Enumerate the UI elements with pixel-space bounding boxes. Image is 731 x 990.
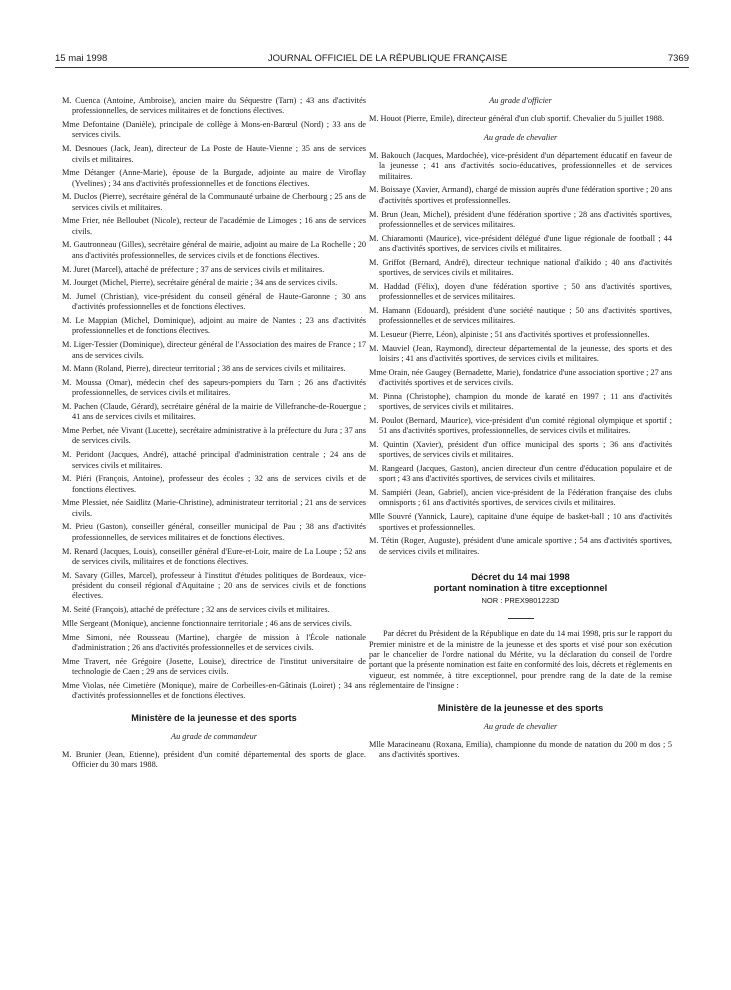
list-item: M. Duclos (Pierre), secrétaire général de la Communauté urbaine de Cherbourg ; 25 ans de services civils et militaires. [62, 192, 366, 212]
list-item: M. Houot (Pierre, Emile), directeur général d'un club sportif. Chevalier du 5 juillet 1988. [369, 114, 665, 124]
list-item: M. Gautronneau (Gilles), secrétaire général de mairie, adjoint au maire de La Rochelle ; 20 ans d'activités professionnelles, de services civils et de fonctions électives. [62, 240, 366, 260]
list-item: M. Mann (Roland, Pierre), directeur territorial ; 38 ans de services civils et militaires. [62, 364, 346, 374]
right-column [369, 96, 672, 764]
list-item: Mme Defontaine (Danièle), principale de collège à Mons-en-Barœul (Nord) ; 33 ans de services civils. [62, 120, 366, 140]
list-item: Mme Détanger (Anne-Marie), épouse de la Burgade, adjointe au maire de Viroflay (Yvelines) ; 34 ans d'activités professionnelles et de fonctions électives. [62, 168, 366, 188]
list-item: M. Renard (Jacques, Louis), conseiller général d'Eure-et-Loir, maire de La Loupe ; 52 ans de services civils, militaires et de fonctions électives. [62, 546, 366, 566]
header-title: JOURNAL OFFICIEL DE LA RÉPUBLIQUE FRANÇAISE [267, 53, 508, 64]
decree-title-line1: Décret du 14 mai 1998 [471, 570, 570, 582]
list-item: M. Prieu (Gaston), conseiller général, conseiller municipal de Pau ; 38 ans d'activités professionnelles, de services militaires et de fonctions électives. [62, 522, 366, 542]
list-item: M. Jumel (Christian), vice-président du conseil général de Haute-Garonne ; 30 ans d'activités professionnelles et de fonctions électives. [62, 292, 366, 312]
list-item: Mlle Sergeant (Monique), ancienne fonctionnaire territoriale ; 46 ans de services civils. [62, 618, 352, 628]
officier-list [369, 114, 672, 124]
list-item: M. Quintin (Xavier), président d'un office municipal des sports ; 36 ans d'activités sportives, de services civils et militaires. [369, 439, 672, 460]
decree-ministry-heading: Ministère de la jeunesse et des sports [437, 703, 604, 714]
list-item: M. Chiaramonti (Maurice), vice-président délégué d'une ligue régionale de football ; 44 ans d'activités sportives, de services civils et militaires. [369, 233, 672, 253]
list-item: M. Brunier (Jean, Etienne), président d'un comité départemental des sports de glace. Officier du 30 mars 1988. [62, 750, 366, 770]
decree-title-line2: portant nomination à titre exceptionnel [433, 581, 608, 593]
list-item: M. Desnoues (Jack, Jean), directeur de La Poste de Haute-Vienne ; 35 ans de services civils et militaires. [62, 144, 366, 164]
left-ministry-heading: Ministère de la jeunesse et des sports [131, 713, 297, 724]
list-item: Mme Orain, née Gaugey (Bernadette, Marie), fondatrice d'une association sportive ; 27 ans d'activités sportives et de services civils. [369, 367, 672, 388]
list-item: M. Pinna (Christophe), champion du monde de karaté en 1997 ; 11 ans d'activités sportives, de services civils et militaires. [369, 391, 672, 412]
list-item: Mme Simoni, née Rousseau (Martine), chargée de mission à l'École nationale d'administration ; 26 ans d'activités professionnelles et de services civils. [62, 632, 366, 652]
decree-entry: Mlle Maracineanu (Roxana, Emilia), championne du monde de natation du 200 m dos ; 5 ans d'activités sportives. [369, 740, 672, 760]
list-item: M. Le Mappian (Michel, Dominique), adjoint au maire de Nantes ; 23 ans d'activités professionnelles et de fonctions électives. [62, 316, 366, 336]
list-item: Mlle Souvré (Yannick, Laure), capitaine d'une équipe de basket-ball ; 10 ans d'activités sportives et professionnelles. [369, 512, 672, 532]
list-item: M. Savary (Gilles, Marcel), professeur à l'institut d'études politiques de Bordeaux, vice-président du conseil régional d'Aquitaine ; 20 ans de services civils et de fonctions électives. [62, 570, 366, 601]
list-item: M. Haddad (Félix), doyen d'une fédération sportive ; 50 ans d'activités sportives, professionnelles et de services militaires. [369, 281, 672, 302]
list-item: M. Hamann (Edouard), président d'une société nautique ; 50 ans d'activités sportives, professionnelles et de services militaires. [369, 305, 672, 326]
left-column [62, 96, 366, 774]
list-item: M. Bakouch (Jacques, Mardochée), vice-président d'un département éducatif en faveur de la jeunesse ; 41 ans d'activités socio-éducatives, professionnelles et de services militaires. [369, 151, 672, 181]
list-item: Mme Plessiet, née Saidlitz (Marie-Christine), administrateur territorial ; 21 ans de services civils. [62, 498, 366, 518]
grade-officier-heading: Au grade d'officier [489, 96, 552, 105]
list-item: M. Jourget (Michel, Pierre), secrétaire général de mairie ; 34 ans de services civils. [62, 278, 338, 288]
list-item: Mme Perbet, née Vivant (Lucette), secrétaire administrative à la préfecture du Jura ; 37 ans de services civils. [62, 426, 366, 446]
list-item: M. Boissaye (Xavier, Armand), chargé de mission auprès d'une fédération sportive ; 20 ans d'activités sportives et professionnelles. [369, 185, 672, 205]
list-item: M. Seité (François), attaché de préfecture ; 32 ans de services civils et militaires. [62, 605, 330, 615]
left-entry-list [62, 96, 366, 701]
header-page-number: 7369 [667, 53, 689, 64]
page-header [55, 53, 689, 68]
list-item: M. Sampiéri (Jean, Gabriel), ancien vice-président de la Fédération française des clubs omnisports ; 61 ans d'activités sportives, de services civils et militaires. [369, 488, 672, 508]
list-item: M. Liger-Tessier (Dominique), directeur général de l'Association des maires de France ; 17 ans de services civils. [62, 340, 366, 360]
list-item: M. Peridont (Jacques, André), attaché principal d'administration centrale ; 24 ans de services civils et militaires. [62, 450, 366, 470]
list-item: M. Poulot (Bernard, Maurice), vice-président d'un comité régional olympique et sportif ; 51 ans d'activités sportives, professionnelles, de services civils et militaires. [369, 415, 672, 436]
list-item: M. Brun (Jean, Michel), président d'une fédération sportive ; 28 ans d'activités sportives, professionnelles et de services militaires. [369, 209, 672, 229]
grade-chevalier-heading: Au grade de chevalier [483, 132, 558, 142]
list-item: M. Lesueur (Pierre, Léon), alpiniste ; 51 ans d'activités sportives et professionnelles. [369, 329, 650, 339]
decree-grade-heading: Au grade de chevalier [483, 721, 558, 731]
list-item: M. Piéri (François, Antoine), professeur des écoles ; 32 ans de services civils et de fonctions électives. [62, 474, 366, 494]
chevalier-list [369, 151, 672, 557]
nor-rule-divider [508, 618, 534, 619]
header-date: 15 mai 1998 [55, 53, 108, 64]
commandeur-list [62, 750, 366, 771]
list-item: M. Rangeard (Jacques, Gaston), ancien directeur d'un centre d'éducation populaire et de sport ; 43 ans d'activités sportives, de services civils et militaires. [369, 464, 672, 484]
decree-nor: NOR : PREX9801223D [481, 595, 560, 605]
list-item: M. Pachen (Claude, Gérard), secrétaire général de la mairie de Villefranche-de-Rouergue ; 41 ans de services civils et militaires. [62, 402, 366, 422]
list-item: M. Cuenca (Antoine, Ambroise), ancien maire du Séquestre (Tarn) ; 43 ans d'activités professionnelles, de services militaires et de fonctions électives. [62, 96, 366, 116]
list-item: M. Moussa (Omar), médecin chef des sapeurs-pompiers du Tarn ; 26 ans d'activités professionnelles, de services civils et militaires. [62, 377, 366, 398]
list-item: M. Juret (Marcel), attaché de préfecture ; 37 ans de services civils et militaires. [62, 264, 325, 274]
list-item: Mme Violas, née Cimetière (Monique), maire de Corbeilles-en-Gâtinais (Loiret) ; 34 ans d'activités professionnelles et de fonctions électives. [62, 680, 366, 700]
decree-title [369, 571, 672, 593]
list-item: Mme Travert, née Grégoire (Josette, Louise), directrice de l'institut universitaire de technologie de Caen ; 29 ans de services civils. [62, 656, 366, 676]
list-item: M. Mauviel (Jean, Raymond), directeur départemental de la jeunesse, des sports et des loisirs ; 41 ans d'activités sportives, de services civils et militaires. [369, 343, 672, 363]
grade-commandeur-heading: Au grade de commandeur [171, 731, 257, 741]
decree-body: Par décret du Président de la République en date du 14 mai 1998, pris sur le rapport du Premier ministre et de la ministre de la jeunesse et des sports et visé pour son exécution par le chancelier de l'ordre national du Mérite, vu la déclaration du conseil de l'ordre portant que la présente nomination est faite en conformité des lois, décrets et règlements en vigueur, est nommée, à titre exceptionnel, pour prendre rang de la date de la remise réglementaire de l'insigne : [369, 629, 672, 691]
list-item: Mme Frier, née Belloubet (Nicole), recteur de l'académie de Limoges ; 16 ans de services civils. [62, 216, 366, 236]
list-item: M. Griffot (Bernard, André), directeur technique national d'aïkido ; 40 ans d'activités sportives, de services civils et militaires. [369, 257, 672, 278]
list-item: M. Tétin (Roger, Auguste), président d'une amicale sportive ; 54 ans d'activités sportives, de services civils et militaires. [369, 536, 672, 556]
